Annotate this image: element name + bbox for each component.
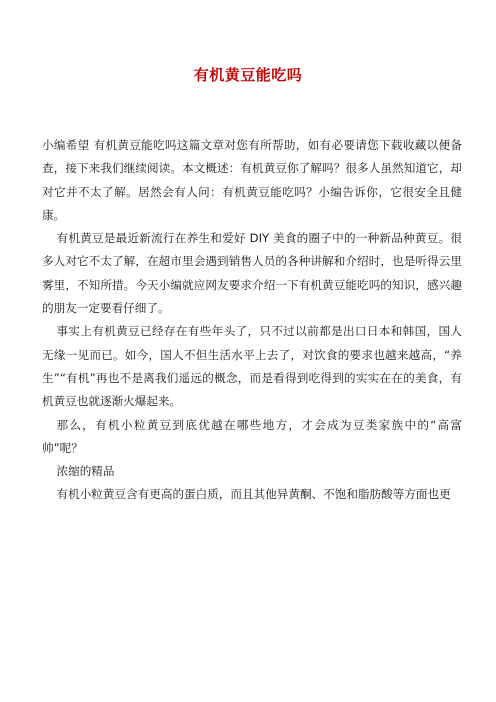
paragraph-2: 有机黄豆是最近新流行在养生和爱好 DIY 美食的圈子中的一种新品种黄豆。很多人对它不太了解，在超市里会遇到销售人员的各种讲解和介绍时，也是听得云里雾里，不知所措。今天小编就应网友要求介绍一下有机黄豆能吃吗的知识，感兴趣的朋友一定要看仔细了。	[42, 231, 462, 316]
document-title: 有机黄豆能吃吗	[193, 66, 303, 84]
paragraph-intro: 小编希望 有机黄豆能吃吗这篇文章对您有所帮助，如有必要请您下载收藏以便备查，接下来我们继续阅读。本文概述：有机黄豆你了解吗？很多人虽然知道它，却对它并不太了解。居然会有人问：有机黄豆能吃吗？小编告诉你，它很安全且健康。	[42, 138, 462, 222]
paragraph-3: 事实上有机黄豆已经存在有些年头了，只不过以前都是出口日本和韩国，国人无缘一见而已。如今，国人不但生活水平上去了，对饮食的要求也越来越高，“养生”“有机”再也不是离我们遥远的概念，而是看得到吃得到的实实在在的美食，有机黄豆也就逐渐火爆起来。	[42, 324, 462, 409]
paragraph-5: 有机小粒黄豆含有更高的蛋白质，而且其他异黄酮、不饱和脂肪酸等方面也更	[56, 487, 451, 502]
section-heading: 浓缩的精品	[56, 464, 115, 479]
document-body	[42, 134, 462, 507]
paragraph-4: 那么，有机小粒黄豆到底优越在哪些地方，才会成为豆类家族中的“高富帅”呢？	[42, 417, 462, 455]
